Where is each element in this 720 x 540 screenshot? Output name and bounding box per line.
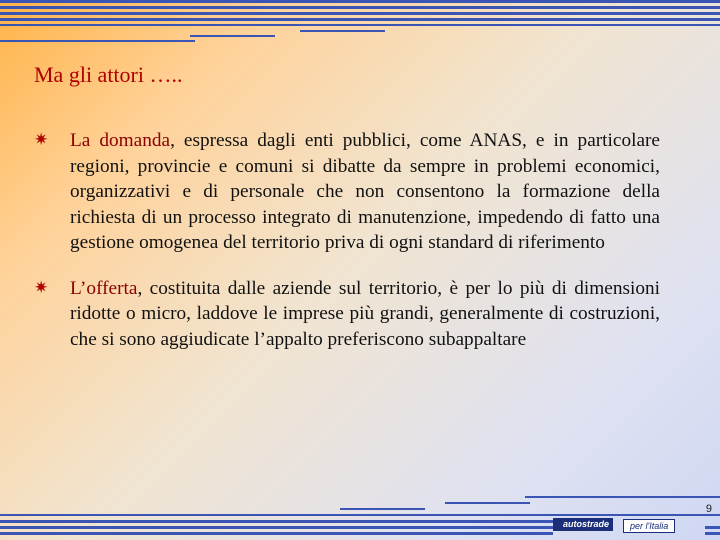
autostrade-logo (553, 518, 703, 532)
stripe (0, 12, 720, 15)
stripe (0, 0, 720, 3)
slide-title: Ma gli attori ….. (34, 62, 183, 87)
stripe (300, 30, 385, 32)
bullet-item (34, 128, 660, 256)
stripe (340, 508, 425, 510)
stripe (705, 532, 720, 535)
stripe (0, 6, 720, 9)
stripe (0, 526, 553, 529)
stripe (445, 502, 530, 504)
stripe (705, 526, 720, 529)
stripe (0, 18, 720, 21)
stripe (0, 532, 553, 535)
stripe (0, 40, 195, 42)
stripe (0, 514, 720, 516)
stripe (190, 35, 275, 37)
bullet-lead: L’offerta (70, 277, 138, 299)
logo-sub-text: per l'Italia (623, 519, 675, 533)
bullet-list (34, 128, 660, 372)
stripe (0, 520, 553, 523)
asterisk-bullet-icon: ✷ (34, 130, 49, 150)
asterisk-bullet-icon: ✷ (34, 277, 49, 298)
bullet-text: , espressa dagli enti pubblici, come ANAS, e in particolare regioni, provincie e comuni si dibatte da sempre in problemi economici, organizzativi e di personale che non consentono la formazione della richiesta di un processo integrato di manutenzione, impedendo di fatto una gestione omogenea del territorio priva di ogni standard di riferimento (70, 130, 660, 253)
logo-main-text: autostrade (553, 518, 613, 531)
bullet-text: , costituita dalle aziende sul territorio, è per lo più di dimensioni ridotte o micro, laddove le imprese più grandi, generalmente di costruzioni, che si sono aggiudicate l’appalto preferiscono subappaltare (70, 277, 660, 350)
stripe (525, 496, 720, 498)
bullet-lead: La domanda (70, 130, 171, 151)
stripe (0, 24, 720, 26)
page-number: 9 (705, 503, 712, 515)
bullet-item (34, 276, 660, 353)
